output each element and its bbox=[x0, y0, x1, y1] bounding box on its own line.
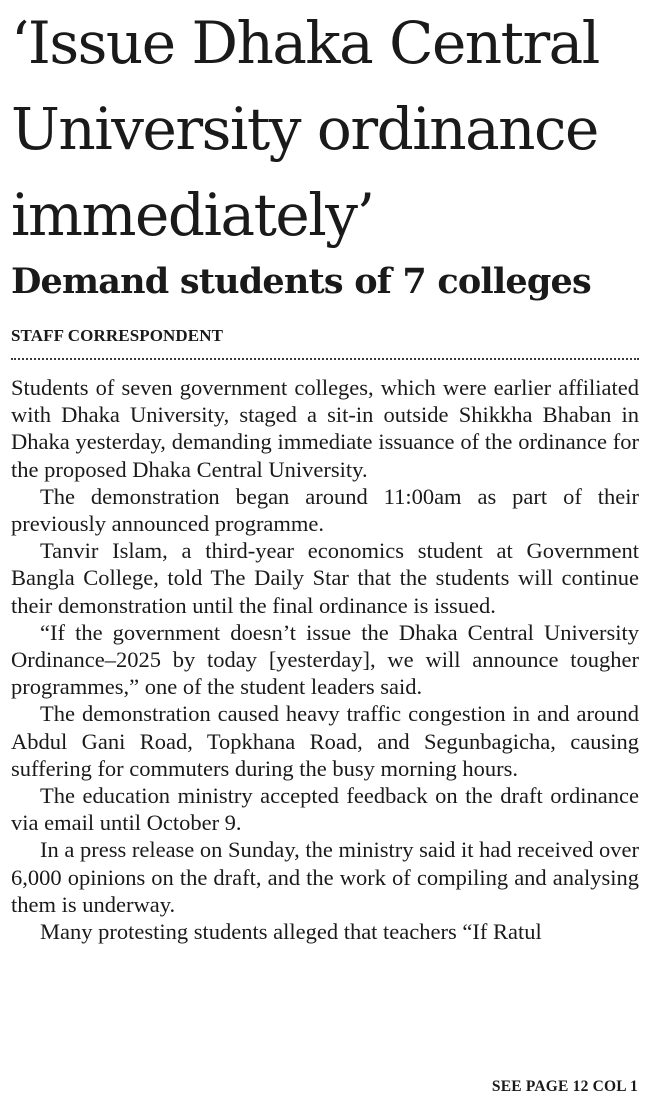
paragraph-7: In a press release on Sunday, the ministry said it had received over 6,000 opinions on the draft, and the work of compiling and analysing them is underway. bbox=[11, 837, 639, 917]
dotted-divider bbox=[11, 358, 639, 360]
paragraph-6: The education ministry accepted feedback on the draft ordinance via email until October 9. bbox=[11, 783, 639, 836]
paragraph-3: Tanvir Islam, a third-year economics student at Government Bangla College, told The Daily Star that the students will continue their demonstration until the final ordinance is issued. bbox=[11, 538, 639, 618]
article-body bbox=[11, 374, 639, 945]
continuation-jump-line: SEE PAGE 12 COL 1 bbox=[491, 1078, 638, 1095]
paragraph-1: Students of seven government colleges, which were earlier affiliated with Dhaka University, staged a sit-in outside Shikkha Bhaban in Dhaka yesterday, demanding immediate issuance of the ordinance for the proposed Dhaka Central University. bbox=[11, 375, 639, 482]
paragraph-8: Many protesting students alleged that teachers “If Ratul bbox=[40, 919, 542, 945]
news-article bbox=[11, 0, 639, 945]
paragraph-4: “If the government doesn’t issue the Dhaka Central University Ordinance–2025 by today [yesterday], we will announce tougher programmes,” one of the student leaders said. bbox=[11, 619, 639, 700]
paragraph-2: The demonstration began around 11:00am as part of their previously announced programme. bbox=[11, 483, 639, 537]
byline: STAFF CORRESPONDENT bbox=[11, 326, 224, 345]
headline: ‘Issue Dhaka Central University ordinance immediately’ bbox=[11, 9, 599, 249]
paragraph-5: The demonstration caused heavy traffic congestion in and around Abdul Gani Road, Topkhana Road, and Segunbagicha, causing suffering for commuters during the busy morning hours. bbox=[11, 701, 639, 781]
subheadline: Demand students of 7 colleges bbox=[11, 261, 591, 302]
